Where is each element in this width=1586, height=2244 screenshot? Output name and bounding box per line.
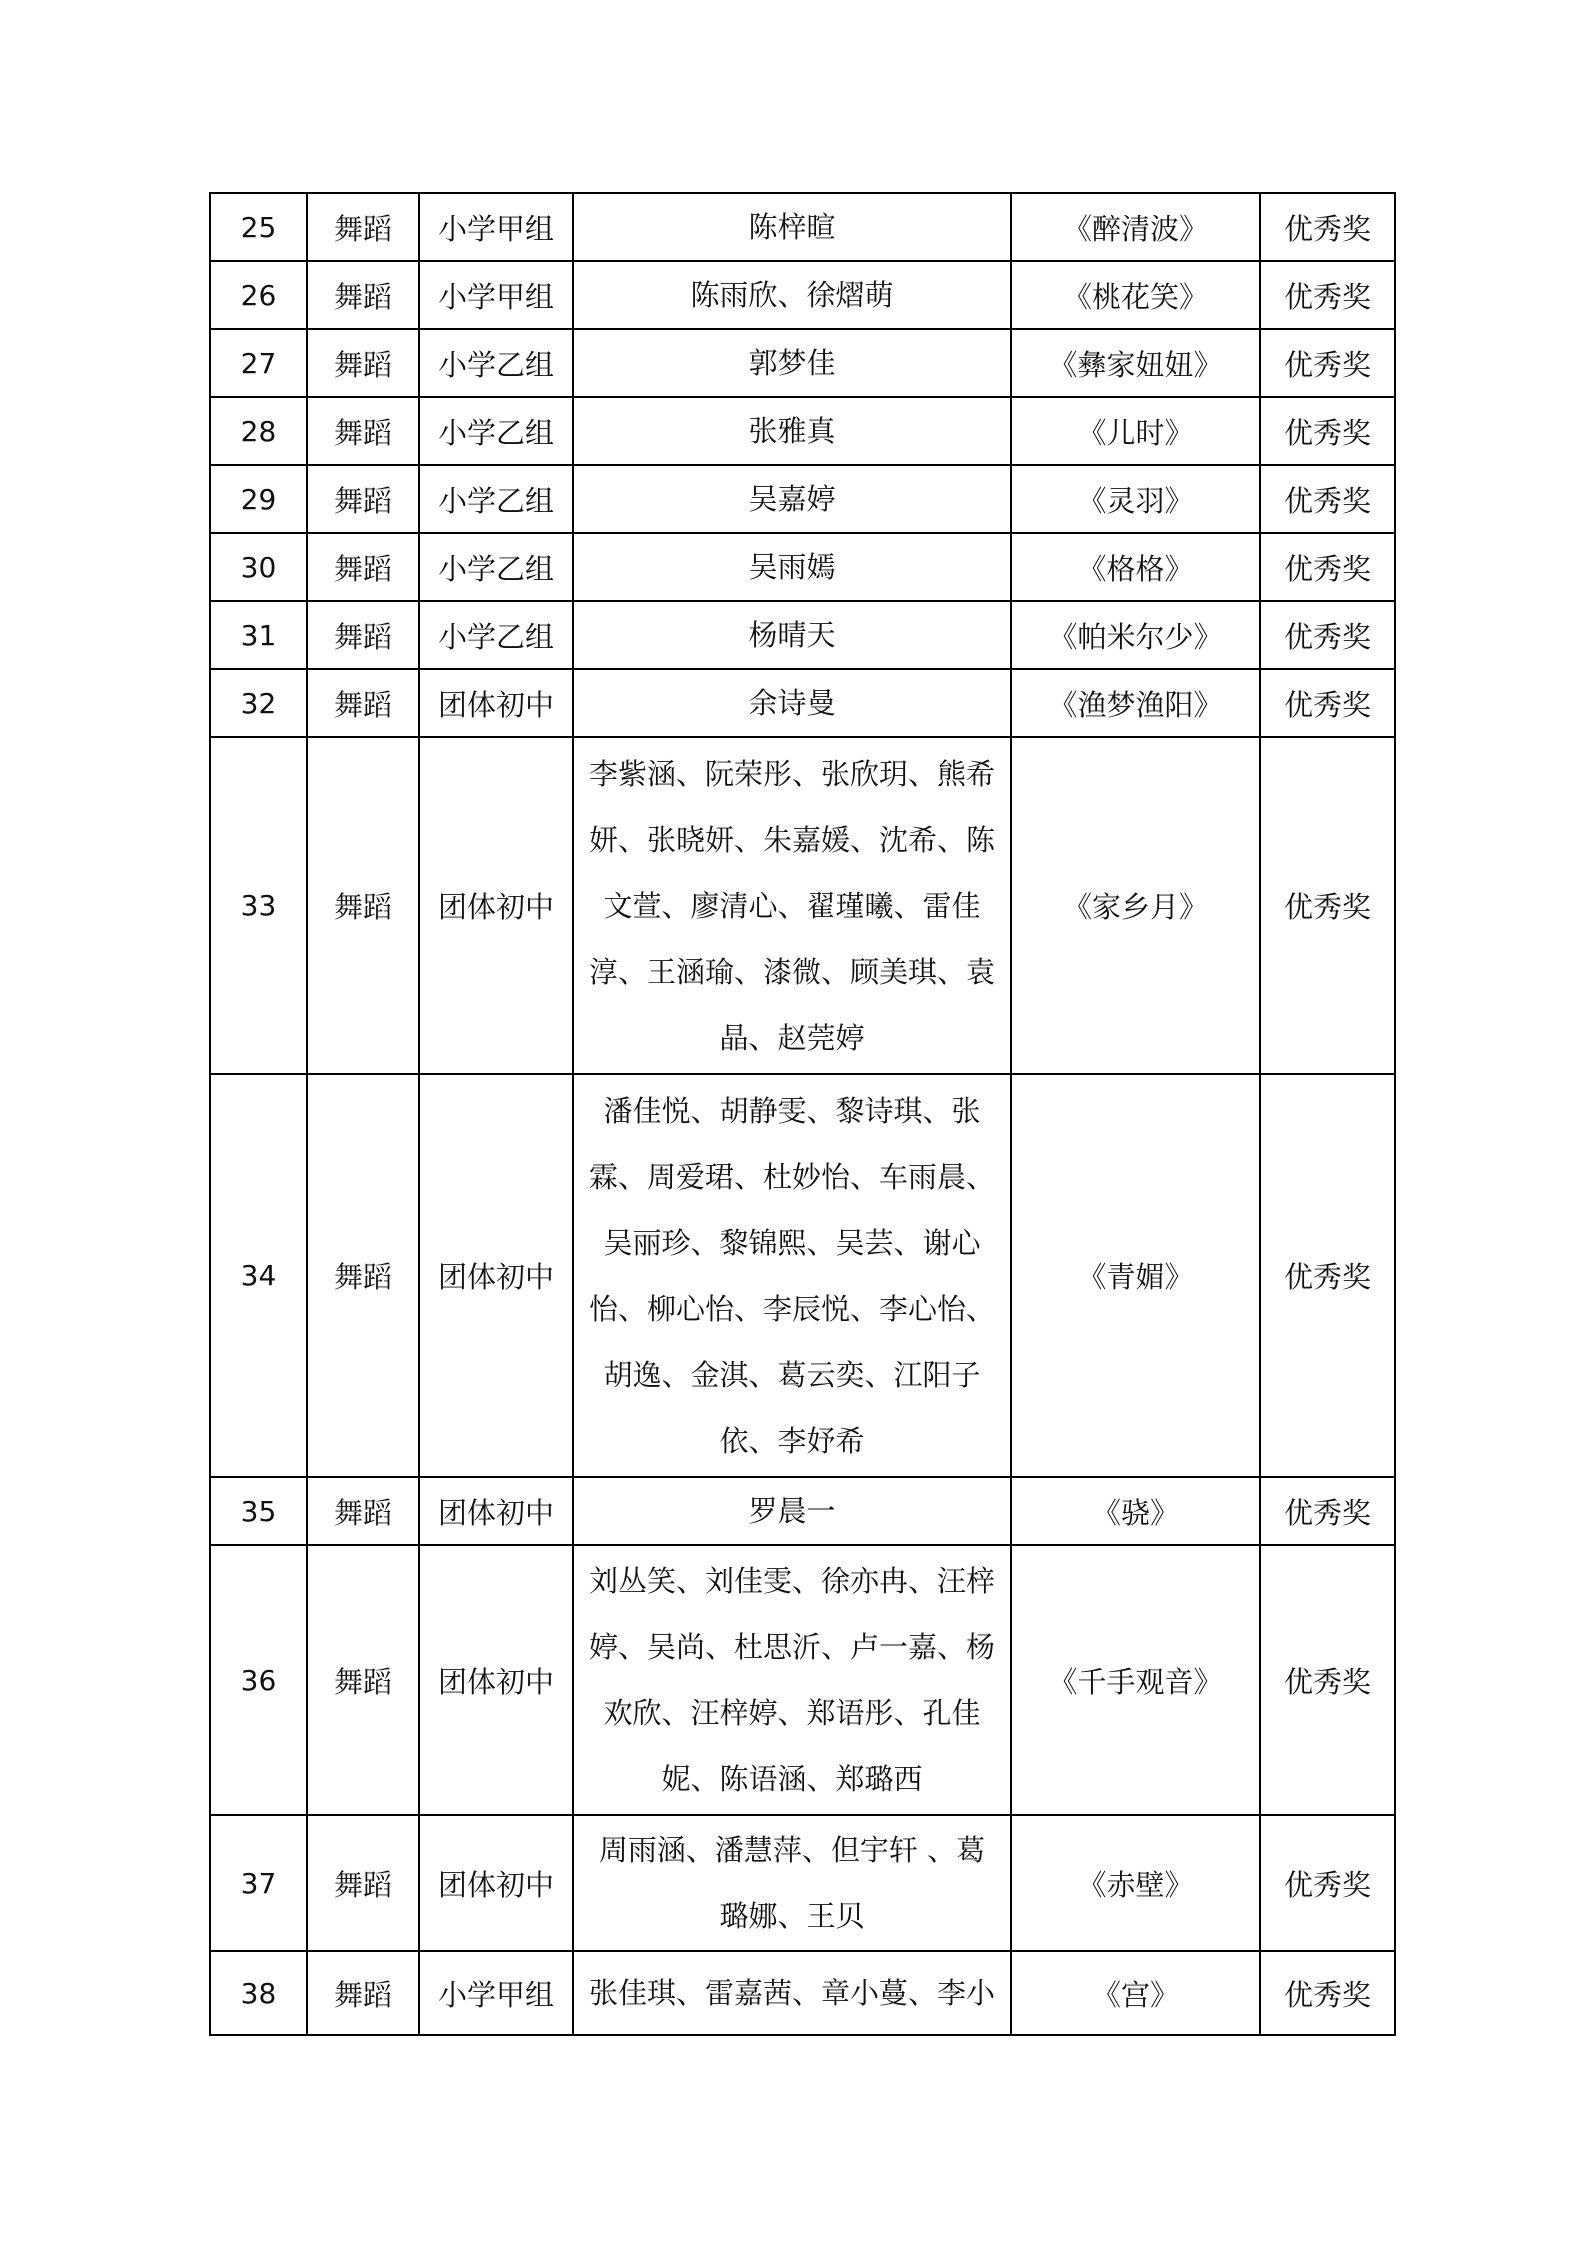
row-names: 周雨涵、潘慧萍、但宇轩 、葛璐娜、王贝 [573, 1815, 1011, 1951]
row-names: 郭梦佳 [573, 329, 1011, 397]
row-number: 27 [210, 329, 307, 397]
row-work-title: 《桃花笑》 [1011, 261, 1260, 329]
row-number: 26 [210, 261, 307, 329]
row-category: 舞蹈 [307, 737, 419, 1074]
row-award: 优秀奖 [1260, 1951, 1395, 2035]
row-group: 小学乙组 [419, 397, 573, 465]
row-group: 小学甲组 [419, 193, 573, 261]
row-number: 28 [210, 397, 307, 465]
row-group: 小学甲组 [419, 1951, 573, 2035]
row-category: 舞蹈 [307, 601, 419, 669]
table-row [210, 1074, 1395, 1477]
row-category: 舞蹈 [307, 193, 419, 261]
table-row [210, 669, 1395, 737]
table-row [210, 1477, 1395, 1545]
row-award: 优秀奖 [1260, 465, 1395, 533]
table-row [210, 397, 1395, 465]
row-number: 37 [210, 1815, 307, 1951]
row-category: 舞蹈 [307, 465, 419, 533]
row-award: 优秀奖 [1260, 1477, 1395, 1545]
row-category: 舞蹈 [307, 669, 419, 737]
row-names: 李紫涵、阮荣彤、张欣玥、熊希妍、张晓妍、朱嘉媛、沈希、陈文萱、廖清心、翟瑾曦、雷佳淳、王涵瑜、漆微、顾美琪、袁晶、赵莞婷 [573, 737, 1011, 1074]
row-names: 陈梓暄 [573, 193, 1011, 261]
row-award: 优秀奖 [1260, 1545, 1395, 1815]
row-number: 33 [210, 737, 307, 1074]
row-award: 优秀奖 [1260, 329, 1395, 397]
row-work-title: 《儿时》 [1011, 397, 1260, 465]
row-number: 29 [210, 465, 307, 533]
row-group: 团体初中 [419, 1815, 573, 1951]
row-award: 优秀奖 [1260, 601, 1395, 669]
row-work-title: 《灵羽》 [1011, 465, 1260, 533]
row-category: 舞蹈 [307, 1951, 419, 2035]
row-category: 舞蹈 [307, 329, 419, 397]
row-group: 小学乙组 [419, 465, 573, 533]
row-number: 36 [210, 1545, 307, 1815]
row-award: 优秀奖 [1260, 397, 1395, 465]
row-award: 优秀奖 [1260, 533, 1395, 601]
table-row [210, 533, 1395, 601]
row-number: 38 [210, 1951, 307, 2035]
table-row [210, 329, 1395, 397]
row-award: 优秀奖 [1260, 261, 1395, 329]
row-work-title: 《青媚》 [1011, 1074, 1260, 1477]
row-group: 小学乙组 [419, 329, 573, 397]
row-group: 小学甲组 [419, 261, 573, 329]
table-body [210, 193, 1395, 2035]
row-names: 潘佳悦、胡静雯、黎诗琪、张霖、周爱珺、杜妙怡、车雨晨、吴丽珍、黎锦熙、吴芸、谢心怡、柳心怡、李辰悦、李心怡、胡逸、金淇、葛云奕、江阳子依、李妤希 [573, 1074, 1011, 1477]
row-category: 舞蹈 [307, 533, 419, 601]
row-names: 张佳琪、雷嘉茜、章小蔓、李小 [573, 1951, 1011, 2035]
row-award: 优秀奖 [1260, 737, 1395, 1074]
row-work-title: 《宫》 [1011, 1951, 1260, 2035]
row-work-title: 《彝家妞妞》 [1011, 329, 1260, 397]
row-group: 小学乙组 [419, 601, 573, 669]
row-work-title: 《赤壁》 [1011, 1815, 1260, 1951]
table-row [210, 1815, 1395, 1951]
award-table [209, 192, 1396, 2036]
row-award: 优秀奖 [1260, 669, 1395, 737]
table-row [210, 601, 1395, 669]
row-number: 34 [210, 1074, 307, 1477]
row-number: 31 [210, 601, 307, 669]
row-names: 刘丛笑、刘佳雯、徐亦冉、汪梓婷、吴尚、杜思沂、卢一嘉、杨欢欣、汪梓婷、郑语彤、孔佳妮、陈语涵、郑璐西 [573, 1545, 1011, 1815]
row-number: 32 [210, 669, 307, 737]
row-names: 陈雨欣、徐熠萌 [573, 261, 1011, 329]
row-award: 优秀奖 [1260, 193, 1395, 261]
table-row [210, 1545, 1395, 1815]
row-category: 舞蹈 [307, 1545, 419, 1815]
row-award: 优秀奖 [1260, 1074, 1395, 1477]
row-category: 舞蹈 [307, 261, 419, 329]
table-row [210, 737, 1395, 1074]
row-names: 吴雨嫣 [573, 533, 1011, 601]
table-row [210, 261, 1395, 329]
row-group: 小学乙组 [419, 533, 573, 601]
row-number: 35 [210, 1477, 307, 1545]
row-names: 罗晨一 [573, 1477, 1011, 1545]
row-group: 团体初中 [419, 1074, 573, 1477]
row-award: 优秀奖 [1260, 1815, 1395, 1951]
row-group: 团体初中 [419, 1545, 573, 1815]
row-category: 舞蹈 [307, 1477, 419, 1545]
row-names: 张雅真 [573, 397, 1011, 465]
table-row [210, 465, 1395, 533]
row-work-title: 《千手观音》 [1011, 1545, 1260, 1815]
table-row [210, 193, 1395, 261]
row-names: 吴嘉婷 [573, 465, 1011, 533]
row-group: 团体初中 [419, 737, 573, 1074]
table-row [210, 1951, 1395, 2035]
row-group: 团体初中 [419, 669, 573, 737]
row-names: 杨晴天 [573, 601, 1011, 669]
row-category: 舞蹈 [307, 397, 419, 465]
row-number: 25 [210, 193, 307, 261]
row-number: 30 [210, 533, 307, 601]
row-work-title: 《醉清波》 [1011, 193, 1260, 261]
row-names: 余诗曼 [573, 669, 1011, 737]
row-work-title: 《格格》 [1011, 533, 1260, 601]
row-work-title: 《家乡月》 [1011, 737, 1260, 1074]
row-group: 团体初中 [419, 1477, 573, 1545]
row-work-title: 《帕米尔少》 [1011, 601, 1260, 669]
row-work-title: 《渔梦渔阳》 [1011, 669, 1260, 737]
row-category: 舞蹈 [307, 1815, 419, 1951]
row-work-title: 《骁》 [1011, 1477, 1260, 1545]
row-category: 舞蹈 [307, 1074, 419, 1477]
